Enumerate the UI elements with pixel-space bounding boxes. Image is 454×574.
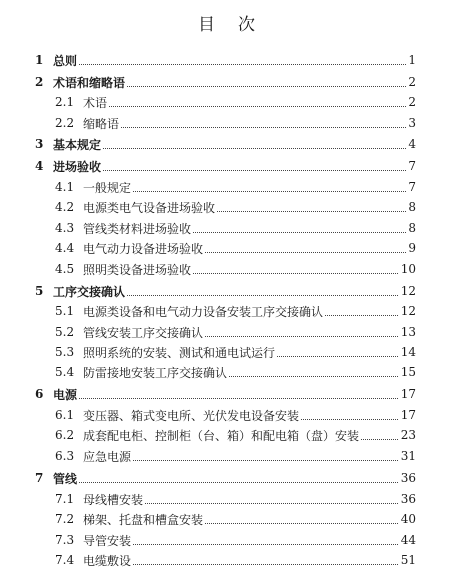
toc-entry-number: 6.2 <box>55 428 75 442</box>
toc-chapter-row[interactable] <box>0 156 454 176</box>
toc-entry-number: 6.3 <box>55 449 75 463</box>
toc-entry-title: 总则 <box>53 53 78 68</box>
toc-page-number: 4 <box>408 137 416 151</box>
toc-section-row[interactable] <box>0 92 454 112</box>
toc-entry-number: 5.4 <box>55 365 75 379</box>
dot-leader <box>90 183 414 192</box>
toc-page-number: 7 <box>408 159 416 173</box>
toc-entry-title: 工序交接确认 <box>53 284 126 299</box>
dot-leader <box>90 452 414 461</box>
toc-entry-number: 2 <box>35 75 44 89</box>
toc-section-row[interactable] <box>0 197 454 217</box>
toc-entry-title: 管线类材料进场验收 <box>83 221 192 236</box>
toc-page-number: 40 <box>400 512 416 526</box>
toc-section-row[interactable] <box>0 405 454 425</box>
toc-page-number: 3 <box>408 116 416 130</box>
toc-page-number: 12 <box>400 284 416 298</box>
toc-entry-title: 照明系统的安装、测试和通电试运行 <box>83 345 276 360</box>
toc-section-row[interactable] <box>0 509 454 529</box>
page-title <box>0 10 454 35</box>
toc-chapter-row[interactable] <box>0 134 454 154</box>
toc-entry-title: 术语和缩略语 <box>53 75 126 90</box>
dot-leader <box>90 98 414 107</box>
toc-entry-number: 3 <box>35 137 44 151</box>
toc-entry-title: 术语 <box>83 95 108 110</box>
toc-entry-number: 5.2 <box>55 325 75 339</box>
toc-page-number: 1 <box>408 53 416 67</box>
toc-section-row[interactable] <box>0 446 454 466</box>
toc-entry-number: 1 <box>35 53 44 67</box>
dot-leader <box>90 119 414 128</box>
toc-section-row[interactable] <box>0 113 454 133</box>
toc-entry-title: 基本规定 <box>53 137 102 152</box>
toc-entry-title: 防雷接地安装工序交接确认 <box>83 365 228 380</box>
toc-page-number: 8 <box>408 200 416 214</box>
toc-page-number: 2 <box>408 95 416 109</box>
toc-page-number: 12 <box>400 304 416 318</box>
title-char-1: 目 <box>198 15 216 35</box>
toc-section-row[interactable] <box>0 238 454 258</box>
toc-entry-title: 电气动力设备进场验收 <box>83 241 204 256</box>
toc-chapter-row[interactable] <box>0 50 454 70</box>
toc-page-number: 15 <box>400 365 416 379</box>
dot-leader <box>60 390 414 399</box>
toc-chapter-row[interactable] <box>0 72 454 92</box>
toc-entry-number: 7.3 <box>55 533 75 547</box>
toc-entry-number: 5.1 <box>55 304 75 318</box>
toc-page-number: 36 <box>400 492 416 506</box>
toc-entry-number: 7.2 <box>55 512 75 526</box>
toc-entry-number: 7.4 <box>55 553 75 567</box>
toc-page-number: 10 <box>400 262 416 276</box>
toc-entry-title: 梯架、托盘和槽盒安装 <box>83 512 204 527</box>
toc-entry-title: 电源 <box>53 387 78 402</box>
toc-section-row[interactable] <box>0 177 454 197</box>
dot-leader <box>60 474 414 483</box>
toc-page-number: 9 <box>408 241 416 255</box>
toc-section-row[interactable] <box>0 530 454 550</box>
dot-leader <box>60 140 414 149</box>
toc-chapter-row[interactable] <box>0 384 454 404</box>
toc-page-number: 44 <box>400 533 416 547</box>
dot-leader <box>60 56 414 65</box>
toc-entry-number: 5 <box>35 284 44 298</box>
toc-entry-title: 缩略语 <box>83 116 120 131</box>
toc-chapter-row[interactable] <box>0 281 454 301</box>
toc-section-row[interactable] <box>0 362 454 382</box>
toc-entry-number: 4.4 <box>55 241 75 255</box>
toc-entry-title: 电缆敷设 <box>83 553 132 568</box>
toc-entry-number: 5.3 <box>55 345 75 359</box>
toc-section-row[interactable] <box>0 218 454 238</box>
toc-entry-number: 4.1 <box>55 180 75 194</box>
toc-entry-title: 照明类设备进场验收 <box>83 262 192 277</box>
toc-entry-title: 一般规定 <box>83 180 132 195</box>
toc-section-row[interactable] <box>0 301 454 321</box>
toc-page-number: 23 <box>400 428 416 442</box>
toc-entry-title: 导管安装 <box>83 533 132 548</box>
dot-leader <box>90 536 414 545</box>
toc-entry-number: 6.1 <box>55 408 75 422</box>
toc-entry-title: 成套配电柜、控制柜（台、箱）和配电箱（盘）安装 <box>83 428 360 443</box>
toc-section-row[interactable] <box>0 489 454 509</box>
toc-page-number: 13 <box>400 325 416 339</box>
toc-entry-number: 7 <box>35 471 44 485</box>
toc-chapter-row[interactable] <box>0 468 454 488</box>
toc-entry-title: 管线安装工序交接确认 <box>83 325 204 340</box>
toc-entry-number: 6 <box>35 387 44 401</box>
toc-entry-number: 4.5 <box>55 262 75 276</box>
toc-entry-number: 2.1 <box>55 95 75 109</box>
toc-page-number: 17 <box>400 387 416 401</box>
toc-entry-title: 母线槽安装 <box>83 492 144 507</box>
toc-section-row[interactable] <box>0 342 454 362</box>
toc-page-number: 2 <box>408 75 416 89</box>
toc-entry-title: 进场验收 <box>53 159 102 174</box>
toc-page-number: 17 <box>400 408 416 422</box>
toc-page-number: 14 <box>400 345 416 359</box>
toc-entry-title: 管线 <box>53 471 78 486</box>
toc-page-number: 31 <box>400 449 416 463</box>
toc-entry-number: 2.2 <box>55 116 75 130</box>
toc-entry-number: 4.2 <box>55 200 75 214</box>
toc-page-number: 51 <box>400 553 416 567</box>
toc-entry-number: 4 <box>35 159 44 173</box>
toc-entry-number: 7.1 <box>55 492 75 506</box>
toc-entry-number: 4.3 <box>55 221 75 235</box>
toc-entry-title: 变压器、箱式变电所、光伏发电设备安装 <box>83 408 300 423</box>
toc-section-row[interactable] <box>0 259 454 279</box>
toc-entry-title: 应急电源 <box>83 449 132 464</box>
toc-page-number: 8 <box>408 221 416 235</box>
toc-section-row[interactable] <box>0 550 454 570</box>
dot-leader <box>90 556 414 565</box>
toc-section-row[interactable] <box>0 425 454 445</box>
title-char-2: 次 <box>238 15 256 35</box>
toc-page-number: 36 <box>400 471 416 485</box>
toc-entry-title: 电源类电气设备进场验收 <box>83 200 216 215</box>
toc-entry-title: 电源类设备和电气动力设备安装工序交接确认 <box>83 304 324 319</box>
toc-section-row[interactable] <box>0 322 454 342</box>
dot-leader <box>60 162 414 171</box>
toc-page-number: 7 <box>408 180 416 194</box>
